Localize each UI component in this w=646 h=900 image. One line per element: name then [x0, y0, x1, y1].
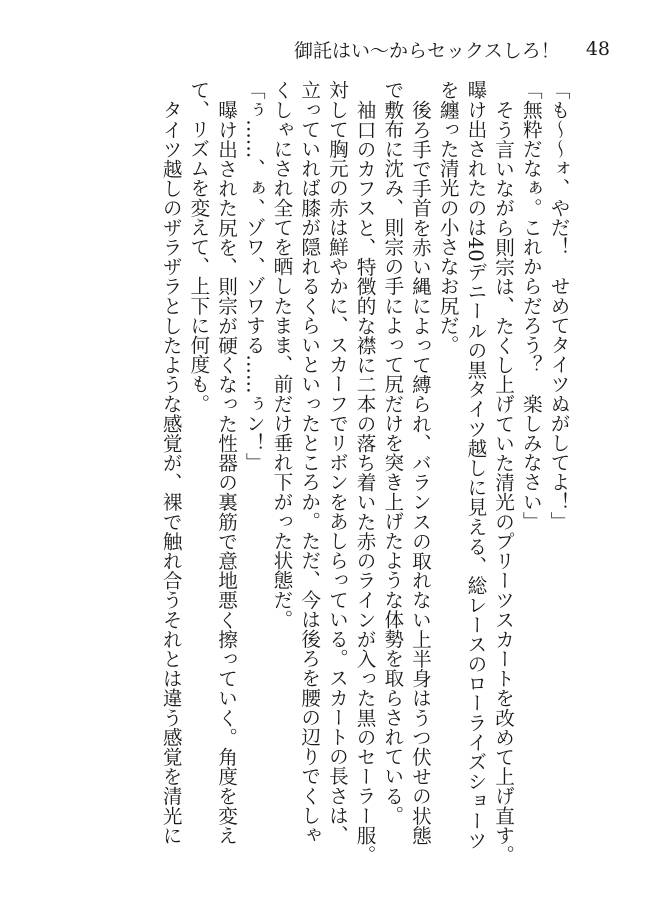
text-line: 立っていれば膝が隠れるくらいといったところか。ただ、今は後ろを腰の辺りでくしゃ [297, 80, 321, 845]
text-line: を纏った清光の小さなお尻だ。 [436, 80, 460, 355]
text-line: 「ぅ……、ぁ、ゾワ、ゾワする……ぅン！」 [242, 80, 266, 472]
text-line: そう言いながら則宗は、たくし上げていた清光のプリーツスカートを改めて上げ直す。 [491, 99, 515, 864]
page-number: 48 [585, 38, 610, 60]
text-line: 曝け出されたのは40デニールの黒タイツ越しに見える、総レースのローライズショーツ [463, 80, 487, 850]
book-title: 御託はい〜からセックスしろ！ [294, 39, 560, 62]
text-line: 袖口のカフスと、特徴的な襟に二本の落ち着いた赤のラインが入った黒のセーラー服。 [353, 99, 377, 864]
text-line: 「も〜〜ォ、やだ！ せめてタイツぬがしてよ！」 [547, 80, 570, 531]
text-line: で敷布に沈み、則宗の手によって尻だけを突き上げたような体勢を取らされている。 [380, 80, 404, 825]
running-header [294, 34, 610, 64]
text-line: くしゃにされ全てを晒したまま、前だけ垂れ下がった状態だ。 [269, 80, 293, 629]
text-line: 曝け出された尻を、則宗が硬くなった性器の裏筋で意地悪く擦っていく。角度を変え [214, 99, 238, 845]
text-line: 対して胸元の赤は鮮やかに、スカーフでリボンをあしらっている。スカートの長さは、 [325, 80, 349, 845]
text-line: 「無粋だなぁ。これからだろう？ 楽しみなさい」 [519, 80, 543, 531]
text-line: て、リズムを変えて、上下に何度も。 [186, 80, 210, 414]
text-line: タイツ越しのザラザラとしたような感覚が、裸で触れ合うそれとは違う感覚を清光に [159, 99, 183, 845]
text-line: 後ろ手で手首を赤い縄によって縛られ、バランスの取れない上半身はうつ伏せの状態 [408, 99, 432, 845]
vertical-body-text [156, 80, 572, 880]
